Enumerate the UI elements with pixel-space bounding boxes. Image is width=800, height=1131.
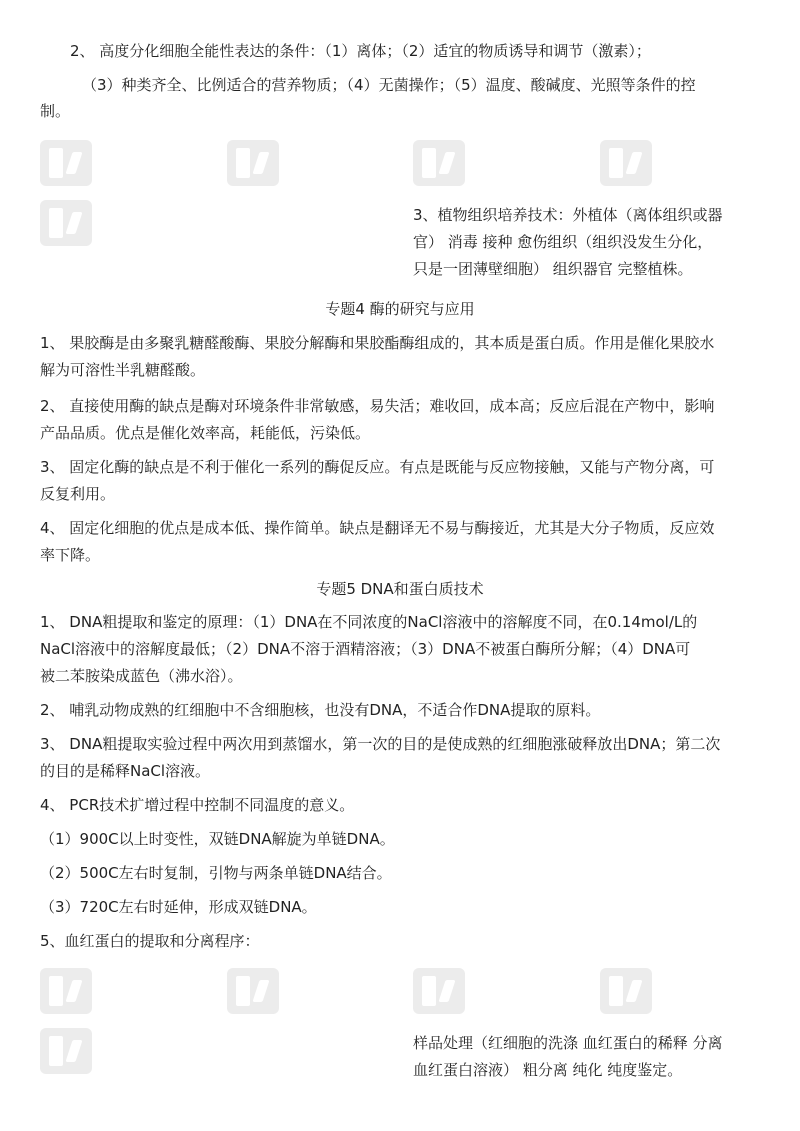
topic5-p1-line2: NaCl溶液中的溶解度最低；（2）DNA不溶于酒精溶液；（3）DNA不被蛋白酶所分解；（4）DNA可 (40, 640, 691, 658)
watermark-logo-icon (227, 140, 279, 186)
item2-line1: 2、 高度分化细胞全能性表达的条件：（1）离体；（2）适宜的物质诱导和调节（激素）； (70, 42, 651, 60)
watermark-logo-icon (600, 140, 652, 186)
topic4-p1-line1: 1、 果胶酶是由多聚乳糖醛酸酶、果胶分解酶和果胶酯酶组成的，其本质是蛋白质。作用是催化果胶水 (40, 334, 715, 352)
topic5-p4: 4、 PCR技术扩增过程中控制不同温度的意义。 (40, 796, 355, 814)
topic5-p5: 5、血红蛋白的提取和分离程序： (40, 932, 260, 950)
item3-line1: 3、植物组织培养技术：外植体（离体组织或器 (413, 206, 723, 224)
watermark-logo-icon (413, 140, 465, 186)
topic4-p2-line1: 2、 直接使用酶的缺点是酶对环境条件非常敏感，易失活；难收回，成本高；反应后混在产物中，影响 (40, 397, 715, 415)
topic5-p2: 2、 哺乳动物成熟的红细胞中不含细胞核，也没有DNA，不适合作DNA提取的原料。 (40, 701, 601, 719)
watermark-logo-icon (40, 200, 92, 246)
topic4-title: 专题4 酶的研究与应用 (325, 300, 475, 318)
watermark-logo-icon (40, 140, 92, 186)
topic5-p5-detail-line2: 血红蛋白溶液） 粗分离 纯化 纯度鉴定。 (413, 1061, 683, 1079)
topic5-p3-line2: 的目的是稀释NaCl溶液。 (40, 762, 211, 780)
item2-line3: 制。 (40, 102, 71, 120)
topic4-p3-line1: 3、 固定化酶的缺点是不利于催化一系列的酶促反应。有点是既能与反应物接触，又能与产物分离，可 (40, 458, 715, 476)
watermark-logo-icon (40, 1028, 92, 1074)
topic5-p4-step2: （2）500C左右时复制，引物与两条单链DNA结合。 (40, 864, 392, 882)
item3-line2: 官） 消毒 接种 愈伤组织（组织没发生分化， (413, 233, 713, 251)
topic5-p4-step1: （1）900C以上时变性，双链DNA解旋为单链DNA。 (40, 830, 395, 848)
topic5-p5-detail-line1: 样品处理（红细胞的洗涤 血红蛋白的稀释 分离 (413, 1034, 723, 1052)
topic5-p1-line3: 被二苯胺染成蓝色（沸水浴）。 (40, 667, 243, 685)
topic4-p4-line1: 4、 固定化细胞的优点是成本低、操作简单。缺点是翻译无不易与酶接近，尤其是大分子物质，反应效 (40, 519, 715, 537)
watermark-logo-icon (40, 968, 92, 1014)
topic4-p3-line2: 反复利用。 (40, 485, 116, 503)
watermark-logo-icon (600, 968, 652, 1014)
topic5-p1-line1: 1、 DNA粗提取和鉴定的原理：（1）DNA在不同浓度的NaCl溶液中的溶解度不同，在0.14mol/L的 (40, 613, 698, 631)
item3-line3: 只是一团薄壁细胞） 组织器官 完整植株。 (413, 260, 693, 278)
watermark-logo-icon (227, 968, 279, 1014)
topic5-p3-line1: 3、 DNA粗提取实验过程中两次用到蒸馏水，第一次的目的是使成熟的红细胞涨破释放出DNA；第二次 (40, 735, 721, 753)
topic4-p2-line2: 产品品质。优点是催化效率高，耗能低，污染低。 (40, 424, 371, 442)
topic5-p4-step3: （3）720C左右时延伸，形成双链DNA。 (40, 898, 317, 916)
watermark-logo-icon (413, 968, 465, 1014)
item2-line2: （3）种类齐全、比例适合的营养物质；（4）无菌操作；（5）温度、酸碱度、光照等条件的控 (82, 76, 696, 94)
topic5-title: 专题5 DNA和蛋白质技术 (316, 580, 484, 598)
topic4-p4-line2: 率下降。 (40, 546, 101, 564)
topic4-p1-line2: 解为可溶性半乳糖醛酸。 (40, 361, 206, 379)
